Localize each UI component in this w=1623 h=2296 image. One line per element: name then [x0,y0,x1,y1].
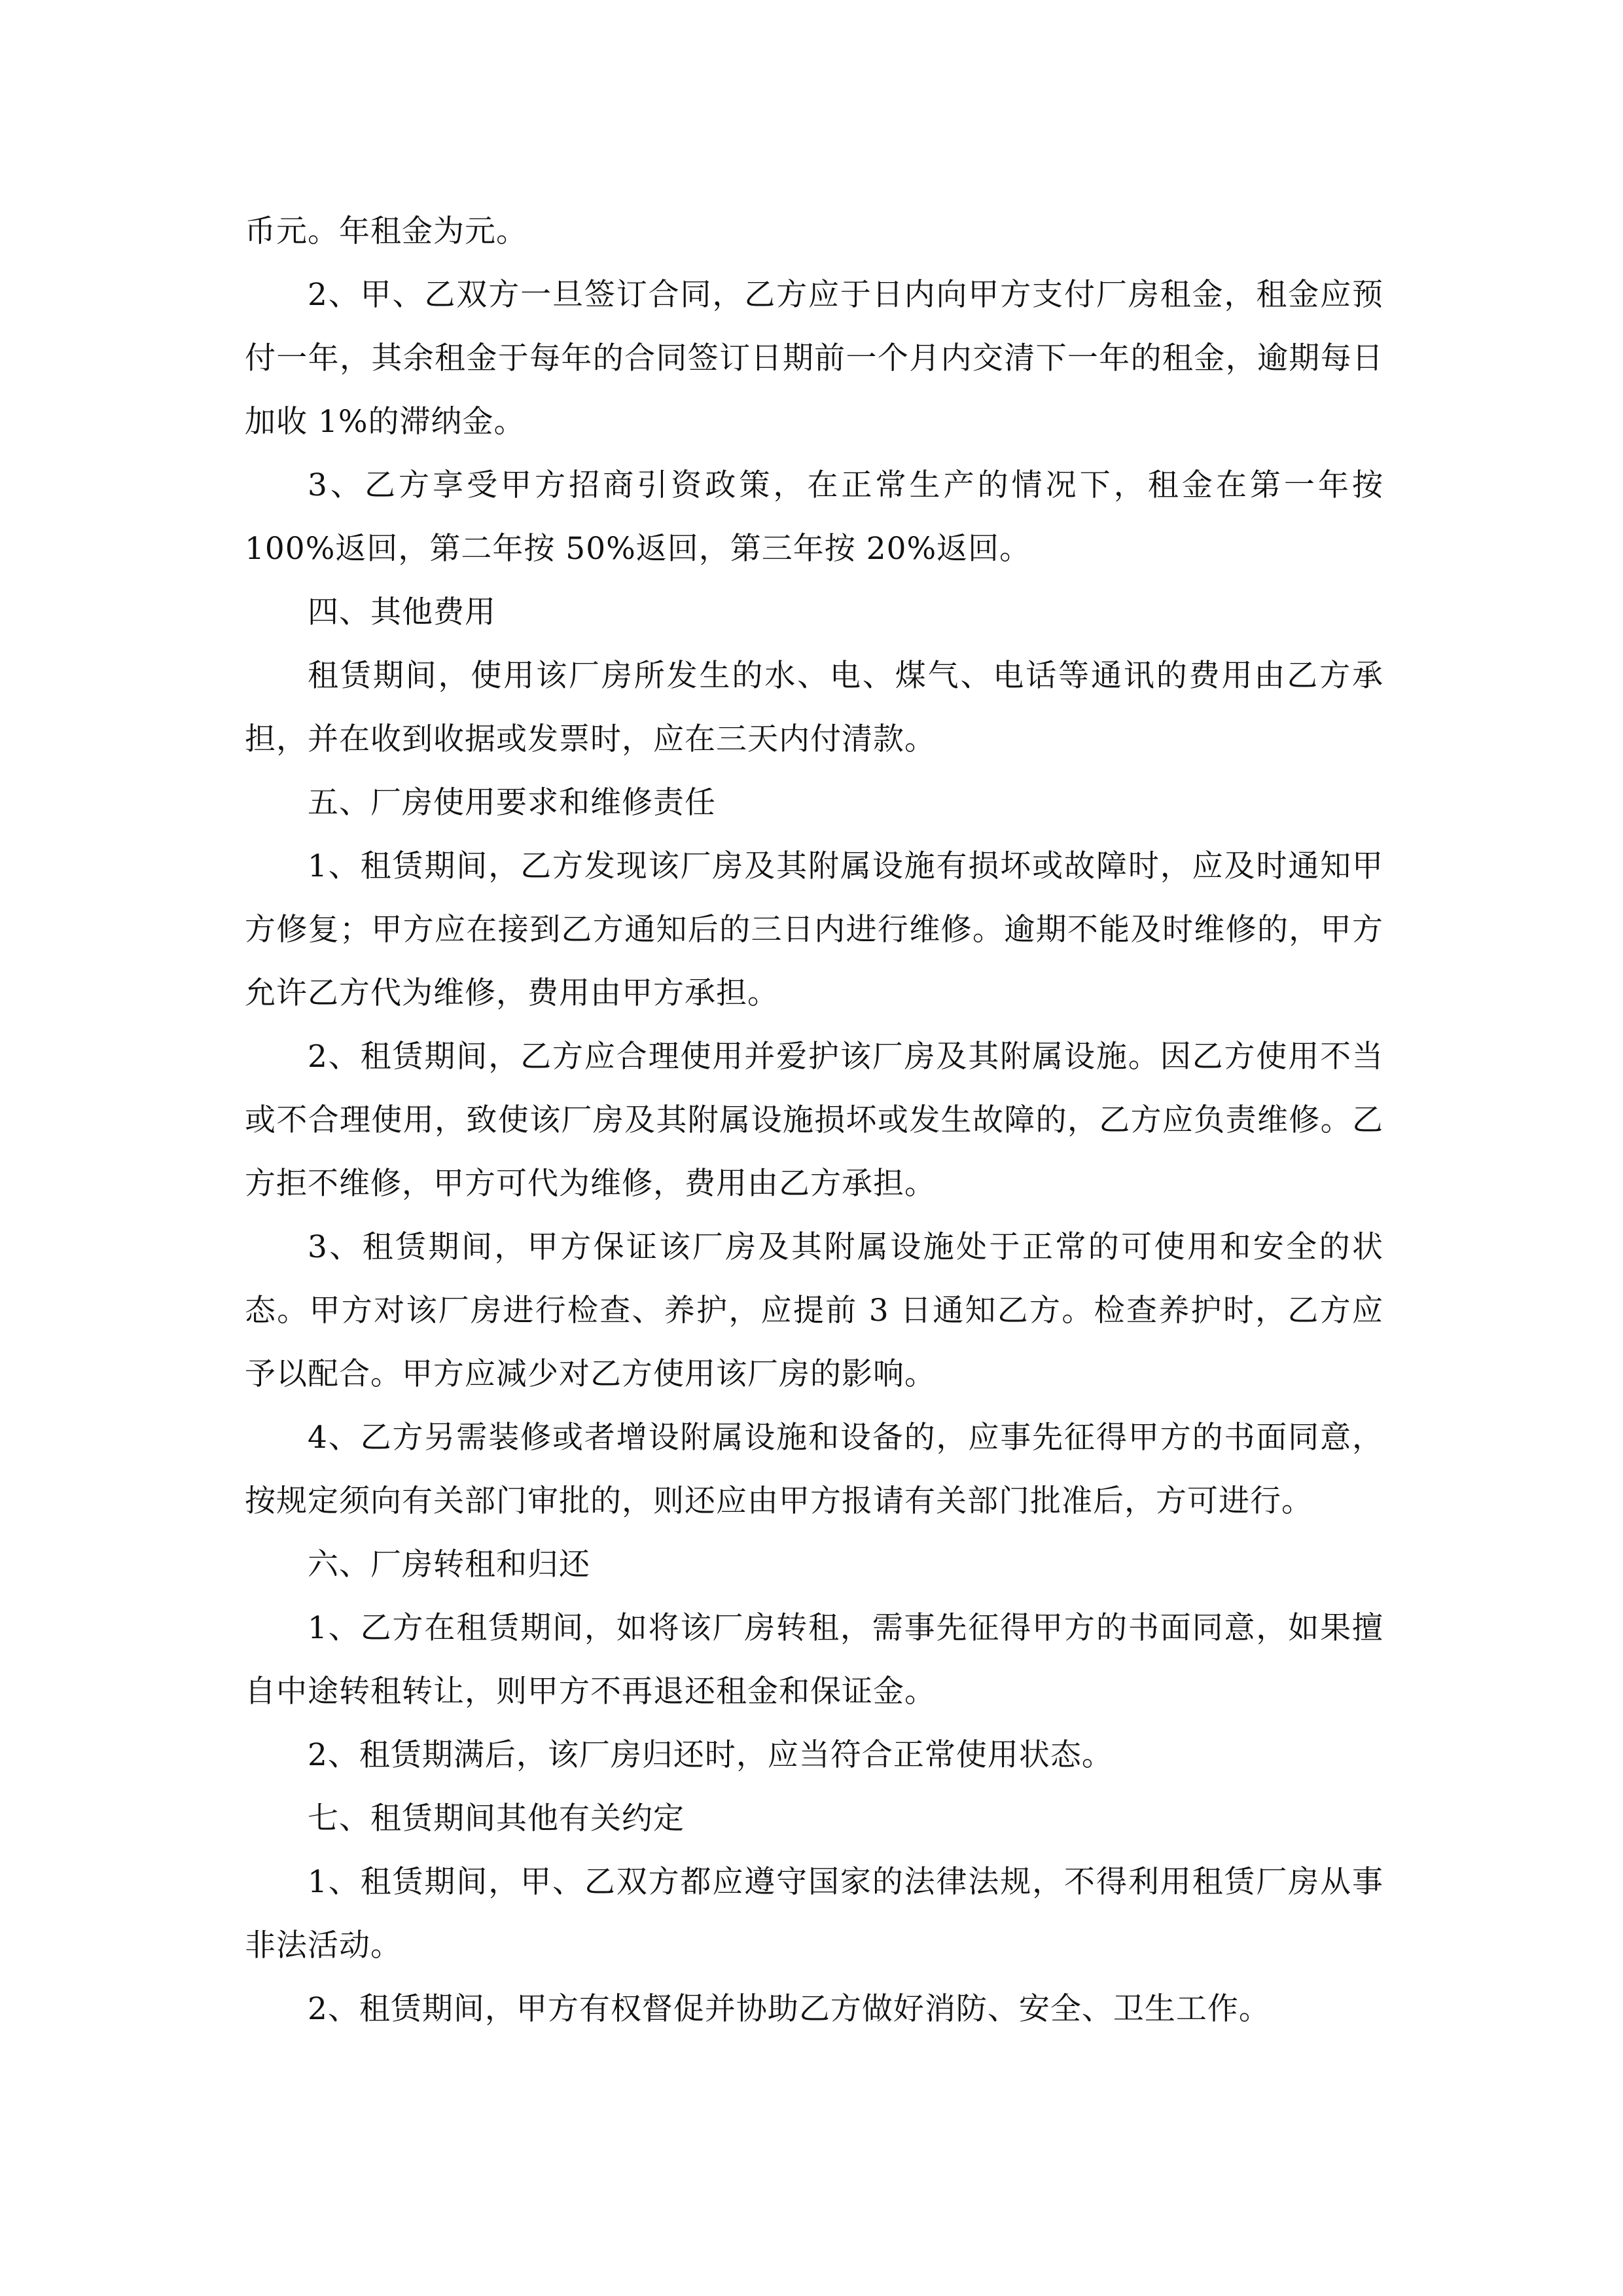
paragraph-sublease: 1、乙方在租赁期间，如将该厂房转租，需事先征得甲方的书面同意，如果擅自中途转租转让，则甲方不再退还租金和保证金。 [245,1610,1383,1710]
section-heading-other-fees: 四、其他费用 [308,594,496,630]
section-heading-usage-maintenance: 五、厂房使用要求和维修责任 [308,785,716,821]
paragraph-maintenance-1: 1、租赁期间，乙方发现该厂房及其附属设施有损坏或故障时，应及时通知甲方修复；甲方应在接到乙方通知后的三日内进行维修。逾期不能及时维修的，甲方允许乙方代为维修，费用由甲方承担。 [245,848,1383,1011]
paragraph-safety-supervision: 2、租赁期间，甲方有权督促并协助乙方做好消防、安全、卫生工作。 [308,1991,1270,2027]
paragraph-maintenance-4: 4、乙方另需装修或者增设附属设施和设备的，应事先征得甲方的书面同意，按规定须向有关部门审批的，则还应由甲方报请有关部门批准后，方可进行。 [245,1420,1383,1519]
paragraph-return: 2、租赁期满后，该厂房归还时，应当符合正常使用状态。 [308,1737,1113,1773]
paragraph-rent-payment: 2、甲、乙双方一旦签订合同，乙方应于日内向甲方支付厂房租金，租金应预付一年，其余租金于每年的合同签订日期前一个月内交清下一年的租金，逾期每日加收 1%的滞纳金。 [245,277,1383,440]
paragraph-maintenance-2: 2、租赁期间，乙方应合理使用并爱护该厂房及其附属设施。因乙方使用不当或不合理使用，致使该厂房及其附属设施损坏或发生故障的，乙方应负责维修。乙方拒不维修，甲方可代为维修，费用由乙方承担。 [245,1039,1383,1202]
paragraph-rent-refund-policy: 3、乙方享受甲方招商引资政策，在正常生产的情况下，租金在第一年按 100%返回，第二年按 50%返回，第三年按 20%返回。 [245,467,1383,567]
paragraph-legal-compliance: 1、租赁期间，甲、乙双方都应遵守国家的法律法规，不得利用租赁厂房从事非法活动。 [245,1864,1383,1964]
paragraph-maintenance-3: 3、租赁期间，甲方保证该厂房及其附属设施处于正常的可使用和安全的状态。甲方对该厂房进行检查、养护，应提前 3 日通知乙方。检查养护时，乙方应予以配合。甲方应减少对乙方使用该厂房的影响。 [245,1229,1383,1392]
section-heading-other-agreements: 七、租赁期间其他有关约定 [308,1801,685,1837]
paragraph-rent-amount: 币元。年租金为元。 [245,213,527,249]
paragraph-utility-fees: 租赁期间，使用该厂房所发生的水、电、煤气、电话等通讯的费用由乙方承担，并在收到收据或发票时，应在三天内付清款。 [245,658,1383,757]
document-body [245,200,1383,2041]
section-heading-sublease-return: 六、厂房转租和归还 [308,1547,590,1583]
